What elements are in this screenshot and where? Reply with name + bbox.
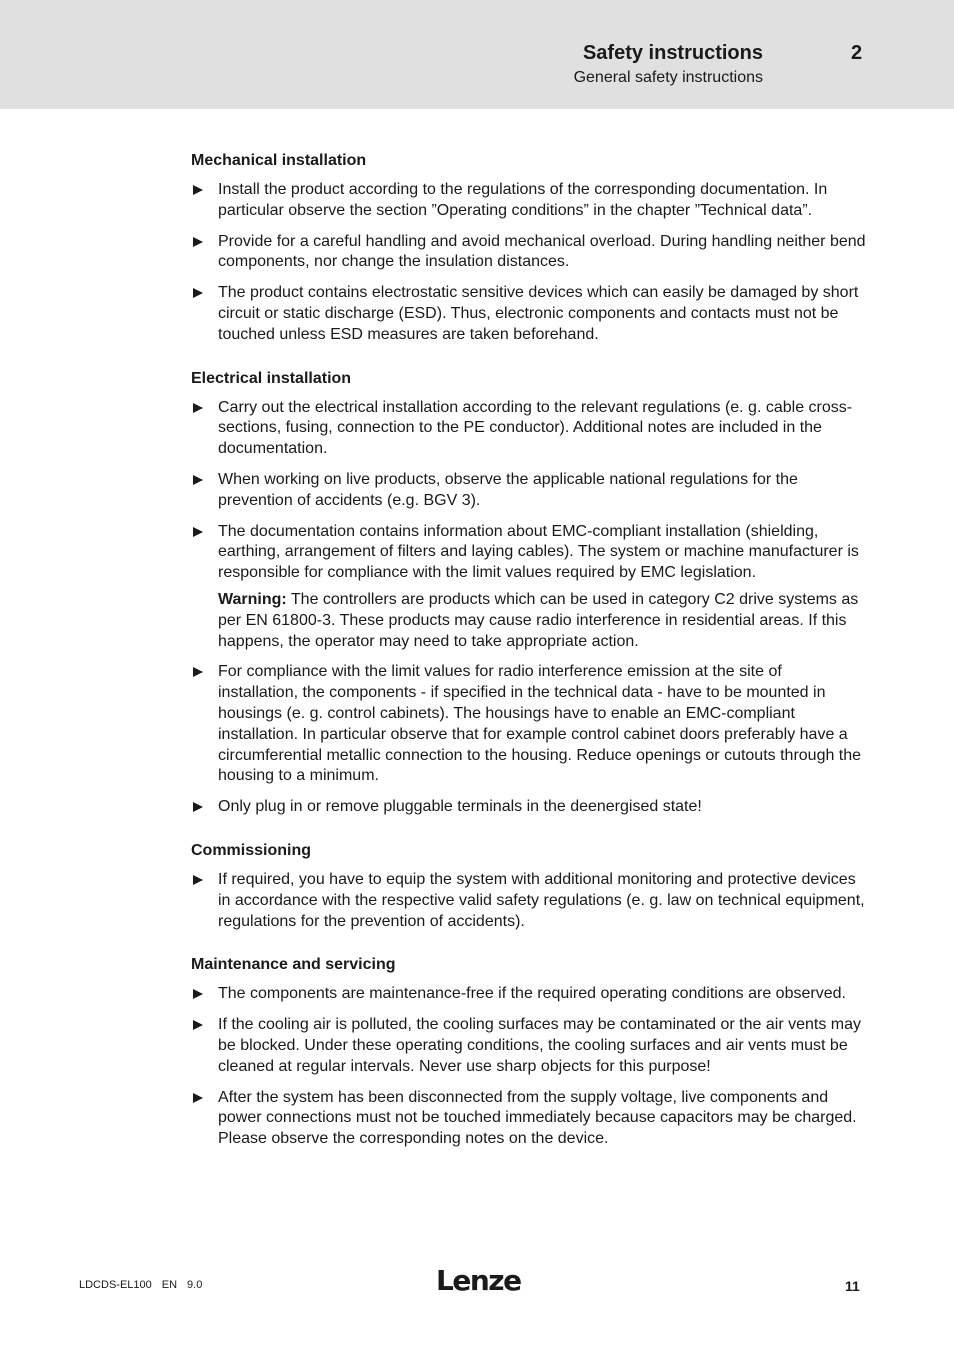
list-item-text: After the system has been disconnected from the supply voltage, live components and power connections must not be touched immediately because capacitors may be charged. Please observe the corresponding notes on the device. [218, 1088, 857, 1148]
bullet-arrow-icon [193, 475, 203, 485]
list-item [191, 984, 866, 1005]
bullet-list [191, 984, 866, 1150]
section-heading: Electrical installation [191, 369, 352, 387]
list-item [191, 522, 866, 653]
section-heading: Commissioning [191, 841, 312, 859]
bullet-list [191, 398, 866, 818]
bullet-arrow-icon [193, 185, 203, 195]
chapter-number: 2 [851, 42, 863, 64]
list-item [191, 470, 866, 512]
page-header [0, 0, 954, 109]
list-item-text: Carry out the electrical installation according to the relevant regulations (e. g. cable cross-sections, fusing, connection to the PE conductor). Additional notes are included in the documentation. [218, 398, 853, 458]
list-item [191, 662, 866, 787]
list-item-text: If required, you have to equip the system with additional monitoring and protective devices in accordance with the respective valid safety regulations (e. g. law on technical equipment, regulations for the prevention of accidents). [218, 870, 865, 930]
section-electrical-installation [191, 368, 866, 818]
section-maintenance-and-servicing [191, 954, 866, 1150]
bullet-arrow-icon [193, 1093, 203, 1103]
section-commissioning [191, 840, 866, 932]
bullet-arrow-icon [193, 288, 203, 298]
bullet-arrow-icon [193, 667, 203, 677]
list-item [191, 232, 866, 274]
list-item [191, 180, 866, 222]
list-item-text: Only plug in or remove pluggable terminals in the deenergised state! [218, 798, 702, 816]
bullet-arrow-icon [193, 403, 203, 413]
list-item [191, 283, 866, 345]
bullet-arrow-icon [193, 802, 203, 812]
bullet-list [191, 870, 866, 932]
chapter-title: Safety instructions [582, 42, 763, 64]
section-heading: Mechanical installation [191, 152, 367, 169]
bullet-arrow-icon [193, 527, 203, 537]
list-item-text: If the cooling air is polluted, the cooling surfaces may be contaminated or the air vents may be blocked. Under these operating conditions, the cooling surfaces and air vents must be cleaned at regular intervals. Never use sharp objects for this purpose! [218, 1016, 862, 1075]
document-reference [79, 1279, 212, 1291]
list-item-text: The product contains electrostatic sensitive devices which can easily be damaged by short circuit or static discharge (ESD). Thus, electronic components and contacts must not be touched unless ESD measures are taken beforehand. [218, 284, 859, 343]
list-item-text: Install the product according to the regulations of the corresponding documentation. In particular observe the section ”Operating conditions” in the chapter ”Technical data”. [218, 181, 828, 219]
bullet-arrow-icon [193, 237, 203, 247]
list-item [191, 1088, 866, 1150]
list-item [191, 797, 866, 818]
list-item [191, 870, 866, 932]
list-item-text: When working on live products, observe the applicable national regulations for the prevention of accidents (e.g. BGV 3). [218, 470, 798, 509]
section-heading: Maintenance and servicing [191, 956, 396, 974]
list-item [191, 1015, 866, 1077]
warning-text: The controllers are products which can be used in category C2 drive systems as per EN 61800-3. These products may cause radio interference in residential areas. If this happens, the operator may need to take appropriate action. [218, 590, 859, 650]
document-version: 9.0 [187, 1279, 203, 1291]
warning-label: Warning: [218, 590, 287, 608]
section-subtitle: General safety instructions [573, 69, 763, 86]
main-content [191, 150, 866, 1172]
bullet-arrow-icon [193, 989, 203, 999]
page-number: 11 [845, 1278, 860, 1294]
section-mechanical-installation [191, 150, 866, 346]
list-item-text: The components are maintenance-free if the required operating conditions are observed. [218, 985, 846, 1003]
lenze-logo: Lenze [436, 1264, 521, 1297]
list-item-text: Provide for a careful handling and avoid mechanical overload. During handling neither bend components, nor change the insulation distances. [218, 232, 866, 271]
bullet-list [191, 180, 866, 346]
bullet-arrow-icon [193, 875, 203, 885]
bullet-arrow-icon [193, 1020, 203, 1030]
list-item [191, 398, 866, 460]
warning-note [218, 590, 866, 652]
list-item-text: For compliance with the limit values for radio interference emission at the site of installation, the components - if specified in the technical data - have to be mounted in housings (e. g. control cabinets). The housings have to enable an EMC-compliant installation. In particular observe that for example control cabinet doors preferably have a circumferential metallic connection to the housing. Reduce openings or cutouts through the housing to a minimum. [218, 663, 862, 785]
document-id: LDCDS-EL100 [79, 1279, 152, 1291]
document-language: EN [161, 1279, 178, 1291]
list-item-text: The documentation contains information about EMC-compliant installation (shielding, earthing, arrangement of filters and laying cables). The system or machine manufacturer is responsible for compliance with the limit values required by EMC legislation. [218, 522, 859, 582]
